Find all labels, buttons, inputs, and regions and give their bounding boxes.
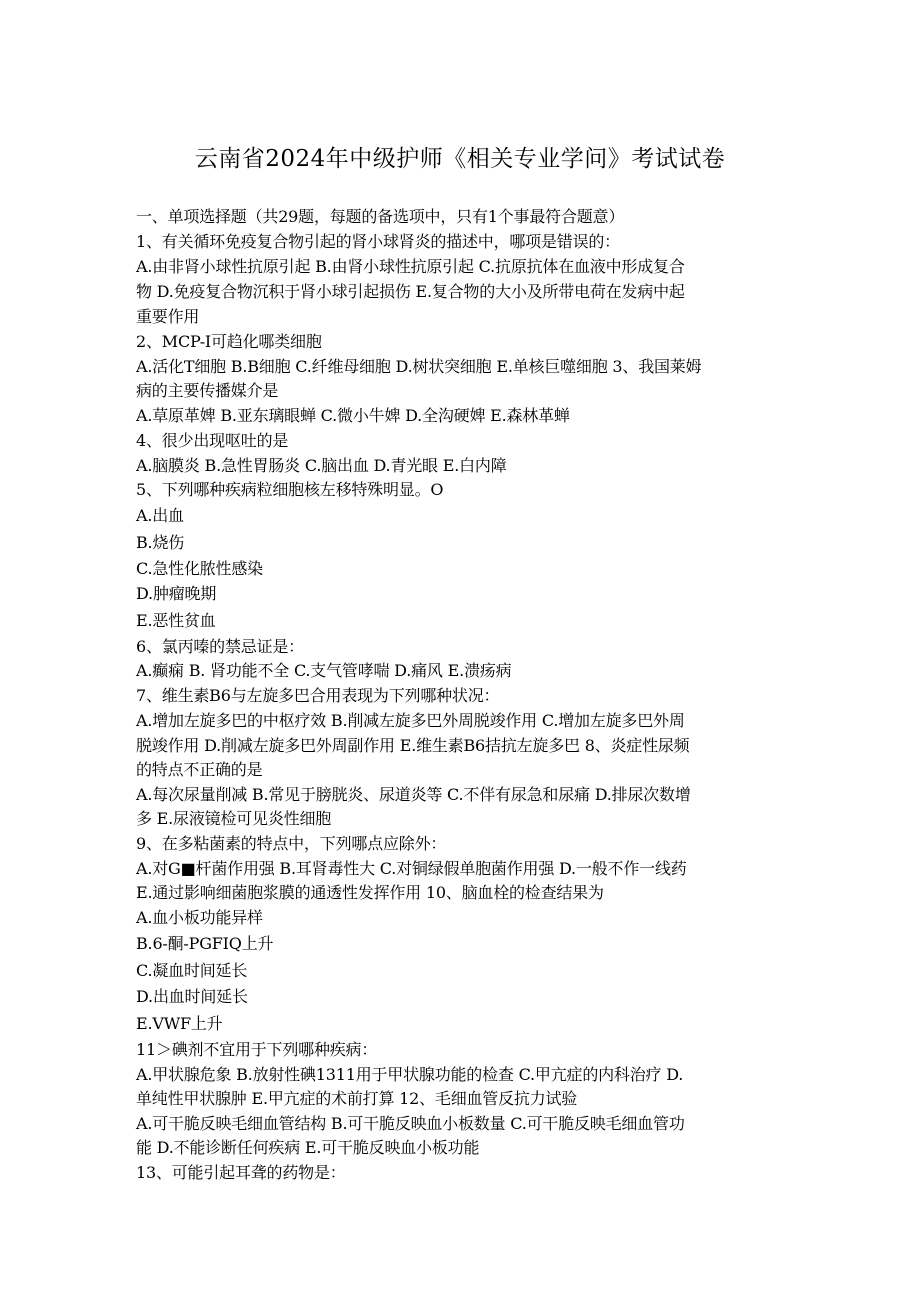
question-10-option-c: C.凝血时间延长: [136, 961, 248, 980]
question-9-options: A.对G■杆菌作用强 B.耳肾毒性大 C.对铜绿假单胞菌作用强 D.一般不作一线药: [136, 859, 687, 878]
question-7-options: A.增加左旋多巴的中枢疗效 B.削减左旋多巴外周脱竣作用 C.增加左旋多巴外周: [136, 711, 685, 730]
question-6: 6、氯丙嗪的禁忌证是：: [136, 637, 304, 656]
question-3-options: A.草原革婢 B.亚东璃眼蝉 C.微小牛婢 D.全沟硬婢 E.森林革蝉: [136, 406, 570, 425]
question-10-option-d: D.出血时间延长: [136, 987, 248, 1006]
question-1-options: A.由非肾小球性抗原引起 B.由肾小球性抗原引起 C.抗原抗体在血液中形成复合: [136, 257, 685, 276]
section-heading: 一、单项选择题（共29题，每题的备选项中，只有1个事最符合题意）: [136, 207, 625, 226]
question-2-options: A.活化T细胞 B.B细胞 C.纤维母细胞 D.树状突细胞 E.单核巨噬细胞 3、我国莱姆: [136, 357, 702, 376]
question-12-options: A.可干脆反映毛细血管结构 B.可干脆反映血小板数量 C.可干脆反映毛细血管功: [136, 1114, 685, 1133]
question-5-option-e: E.恶性贫血: [136, 611, 216, 630]
question-6-options: A.癫痫 B. 肾功能不全 C.支气管哮喘 D.痛风 E.溃疡病: [136, 661, 512, 680]
question-7-options-cont: 脱竣作用 D.削减左旋多巴外周副作用 E.维生素B6拮抗左旋多巴 8、炎症性尿频: [136, 736, 690, 755]
question-11: 11＞碘剂不宜用于下列哪种疾病：: [136, 1040, 378, 1059]
question-11-options: A.甲状腺危象 B.放射性碘1311用于甲状腺功能的检查 C.甲亢症的内科治疗 D.: [136, 1065, 684, 1084]
question-10-option-e: E.VWF上升: [136, 1014, 223, 1033]
question-5-option-c: C.急性化脓性感染: [136, 559, 263, 578]
question-5-option-b: B.烧伤: [136, 533, 185, 552]
question-5-option-d: D.肿瘤晚期: [136, 584, 217, 603]
question-13: 13、可能引起耳聋的药物是：: [136, 1163, 346, 1182]
question-10-option-a: A.血小板功能异样: [136, 908, 263, 927]
question-8-options-cont: 多 E.尿液镜检可见炎性细胞: [136, 809, 332, 828]
question-5-option-a: A.出血: [136, 506, 184, 525]
question-4: 4、很少出现呕吐的是: [136, 431, 289, 450]
document-title: 云南省2024年中级护师《相关专业学问》考试试卷: [194, 146, 726, 172]
question-1-options-cont: 重要作用: [136, 307, 200, 326]
question-10-option-b: B.6-酮-PGFIQ上升: [136, 934, 274, 953]
question-9-options-cont: E.通过影响细菌胞浆膜的通透性发挥作用 10、脑血栓的检查结果为: [136, 883, 604, 902]
question-2: 2、MCP-I可趋化哪类细胞: [136, 332, 322, 351]
question-7: 7、维生素B6与左旋多巴合用表现为下列哪种状况：: [136, 686, 500, 705]
question-4-options: A.脑膜炎 B.急性胃肠炎 C.脑出血 D.青光眼 E.白内障: [136, 456, 507, 475]
question-9: 9、在多粘菌素的特点中，下列哪点应除外：: [136, 834, 447, 853]
question-12-options-cont: 能 D.不能诊断任何疾病 E.可干脆反映血小板功能: [136, 1138, 480, 1157]
question-5: 5、下列哪种疾病粒细胞核左移特殊明显。O: [136, 480, 444, 499]
question-1: 1、有关循环免疫复合物引起的肾小球肾炎的描述中，哪项是错误的：: [136, 232, 620, 251]
question-11-options-cont: 单纯性甲状腺肿 E.甲亢症的术前打算 12、毛细血管反抗力试验: [136, 1089, 578, 1108]
question-3: 病的主要传播媒介是: [136, 381, 279, 400]
question-8: 的特点不正确的是: [136, 760, 263, 779]
question-8-options: A.每次尿量削减 B.常见于膀胱炎、尿道炎等 C.不伴有尿急和尿痛 D.排尿次数增: [136, 785, 691, 804]
question-1-options-cont: 物 D.免疫复合物沉积于肾小球引起损伤 E.复合物的大小及所带电荷在发病中起: [136, 282, 685, 301]
